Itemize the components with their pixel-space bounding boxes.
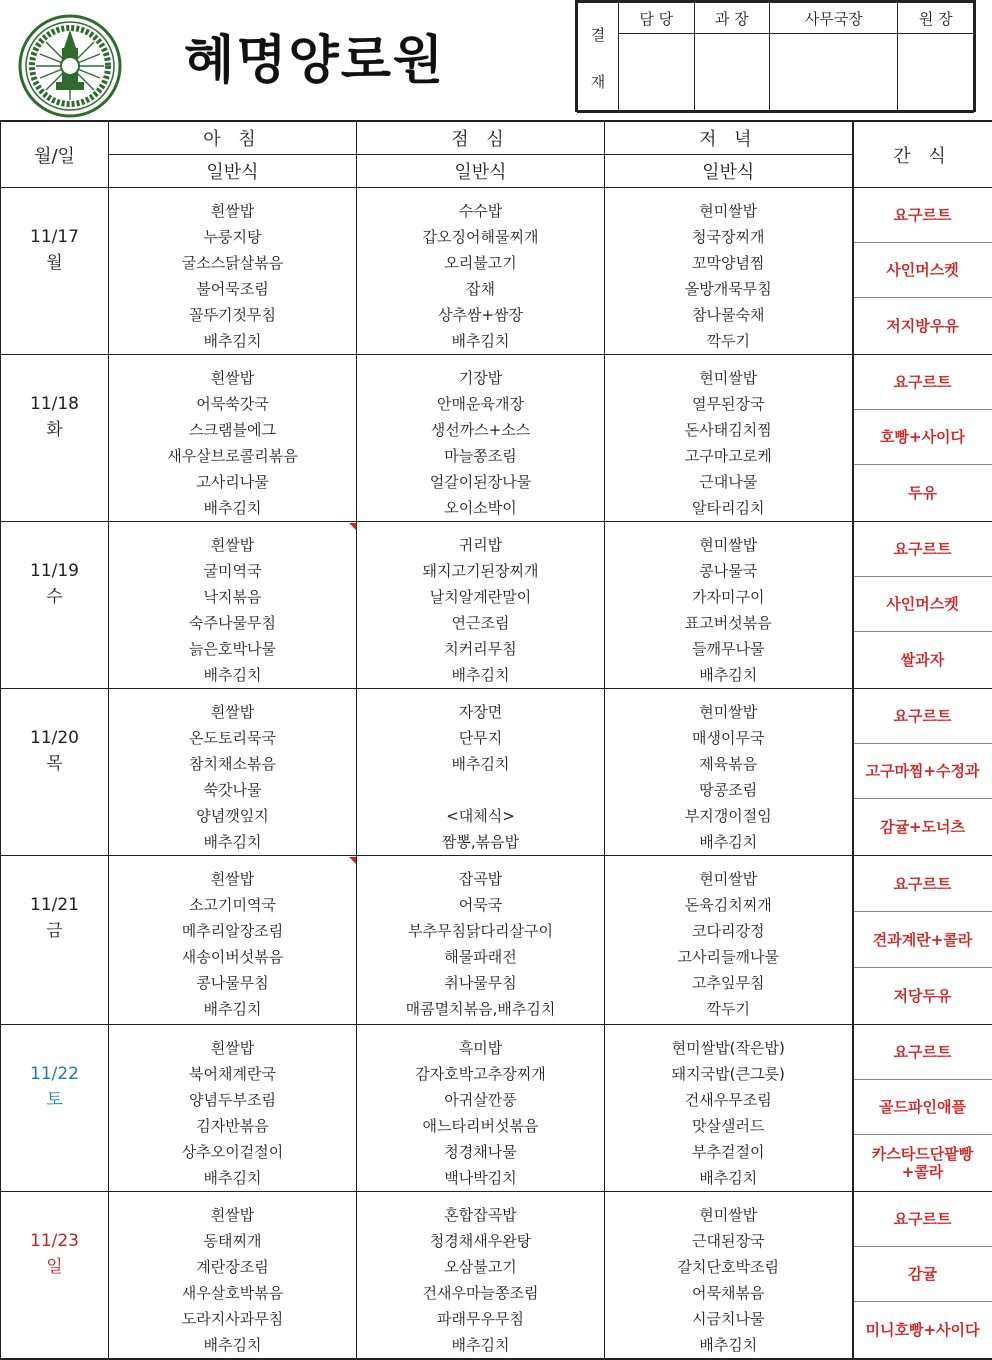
dish-item: 어묵국 [357, 892, 604, 918]
breakfast-list [109, 699, 356, 855]
dish-item: 자장면 [357, 699, 604, 725]
dish-item: 꼬막양념찜 [605, 250, 852, 276]
dish-item: 감자호박고추장찌개 [357, 1061, 604, 1087]
breakfast-cell [109, 522, 357, 689]
dish-item: <대체식> [357, 803, 604, 829]
lunch-cell [357, 856, 605, 1025]
dish-item: 현미쌀밥 [605, 365, 852, 391]
breakfast-cell [109, 1025, 357, 1192]
dish-item: 양념두부조림 [109, 1087, 356, 1113]
dish-item: 돼지국밥(큰그릇) [605, 1061, 852, 1087]
dish-item: 어묵채볶음 [605, 1280, 852, 1306]
snack-list [854, 355, 992, 520]
dish-item: 현미쌀밥 [605, 532, 852, 558]
snack-item: 감귤 [854, 1247, 992, 1302]
lunch-cell [357, 355, 605, 522]
weekday-label: 일 [1, 1254, 108, 1280]
dish-item: 잡채 [357, 276, 604, 302]
dish-item: 늙은호박나물 [109, 636, 356, 662]
dish-item: 양념깻잎지 [109, 803, 356, 829]
day-row [1, 689, 992, 856]
date-cell [1, 1192, 109, 1360]
breakfast-cell [109, 355, 357, 522]
dish-item: 취나물무침 [357, 970, 604, 996]
dish-item: 근대나물 [605, 469, 852, 495]
lunch-cell [357, 1025, 605, 1192]
breakfast-cell [109, 856, 357, 1025]
dish-item: 땅콩조림 [605, 777, 852, 803]
snack-item: 요구르트 [854, 689, 992, 744]
dish-item: 청경채새우완탕 [357, 1228, 604, 1254]
breakfast-cell [109, 188, 357, 355]
weekday-label: 수 [1, 584, 108, 610]
dish-item: 들깨무나물 [605, 636, 852, 662]
dish-item: 매생이무국 [605, 725, 852, 751]
dinner-cell [605, 856, 853, 1025]
approval-role: 담 당 [619, 3, 695, 34]
dish-item: 갈치단호박조림 [605, 1254, 852, 1280]
day-row [1, 1192, 992, 1360]
signature-cell[interactable] [619, 34, 695, 113]
dish-item: 오이소박이 [357, 495, 604, 521]
dish-item: 스크램블에그 [109, 417, 356, 443]
date-cell [1, 1025, 109, 1192]
weekday-label: 화 [1, 417, 108, 443]
dish-item: 배추김치 [605, 1332, 852, 1358]
dish-item: 귀리밥 [357, 532, 604, 558]
comment-marker-icon [349, 857, 356, 864]
dish-item: 불어묵조림 [109, 276, 356, 302]
lunch-list [357, 1035, 604, 1191]
dinner-cell [605, 689, 853, 856]
menu-table [0, 120, 992, 1360]
snack-item: 미니호빵+사이다 [854, 1302, 992, 1357]
dish-item: 흰쌀밥 [109, 699, 356, 725]
dish-item: 현미쌀밥 [605, 866, 852, 892]
dinner-cell [605, 1192, 853, 1360]
day-row [1, 1025, 992, 1192]
dish-item: 배추김치 [109, 1165, 356, 1191]
dish-item: 돈사태김치찜 [605, 417, 852, 443]
weekday-label: 토 [1, 1087, 108, 1113]
dish-item: 부추겉절이 [605, 1139, 852, 1165]
dish-item: 흰쌀밥 [109, 866, 356, 892]
date-label: 11/21 [1, 892, 108, 918]
dish-item: 상추쌈+쌈장 [357, 302, 604, 328]
weekday-label: 금 [1, 918, 108, 944]
weekday-label: 목 [1, 751, 108, 777]
lunch-list [357, 365, 604, 521]
snack-cell [853, 522, 992, 689]
breakfast-list [109, 532, 356, 688]
dish-item: 현미쌀밥 [605, 198, 852, 224]
date-cell [1, 355, 109, 522]
dish-item: 얼갈이된장나물 [357, 469, 604, 495]
dish-item: 김자반볶음 [109, 1113, 356, 1139]
dish-item: 표고버섯볶음 [605, 610, 852, 636]
breakfast-list [109, 1035, 356, 1191]
breakfast-cell [109, 689, 357, 856]
dish-item: 소고기미역국 [109, 892, 356, 918]
comment-marker-icon [349, 523, 356, 530]
snack-cell [853, 188, 992, 355]
date-label: 11/19 [1, 558, 108, 584]
dish-item: 가자미구이 [605, 584, 852, 610]
dish-item: 건새우무조림 [605, 1087, 852, 1113]
dish-item: 참나물숙채 [605, 302, 852, 328]
snack-item: 감귤+도너츠 [854, 799, 992, 854]
dish-item: 해물파래전 [357, 944, 604, 970]
dish-item: 제육볶음 [605, 751, 852, 777]
day-row [1, 188, 992, 355]
snack-item: 두유 [854, 465, 992, 520]
snack-item: 요구르트 [854, 1192, 992, 1247]
dinner-list [605, 699, 852, 855]
page-title: 혜명양로원 [184, 26, 445, 96]
breakfast-list [109, 1202, 356, 1358]
date-column-header: 월/일 [1, 121, 109, 188]
dinner-header: 저 녁 [605, 121, 853, 155]
emblem-logo-icon [18, 14, 122, 118]
lunch-list [357, 866, 604, 1022]
snack-item: 요구르트 [854, 355, 992, 410]
dish-item: 메추리알장조림 [109, 918, 356, 944]
date-label: 11/17 [1, 224, 108, 250]
dish-item: 코다리강정 [605, 918, 852, 944]
dish-item: 고사리나물 [109, 469, 356, 495]
dish-item: 배추김치 [605, 662, 852, 688]
dish-item: 콩나물국 [605, 558, 852, 584]
snack-item: 카스타드단팥빵+콜라 [854, 1135, 992, 1190]
dish-item: 도라지사과무침 [109, 1306, 356, 1332]
dinner-list [605, 532, 852, 688]
dish-item: 파래무우무침 [357, 1306, 604, 1332]
dish-item: 현미쌀밥(작은밥) [605, 1035, 852, 1061]
dish-item: 배추김치 [357, 751, 604, 777]
dish-item: 갑오징어해물찌개 [357, 224, 604, 250]
dish-item: 동태찌개 [109, 1228, 356, 1254]
dish-item: 배추김치 [109, 1332, 356, 1358]
dish-item: 누룽지탕 [109, 224, 356, 250]
snack-item: 사인머스켓 [854, 577, 992, 632]
dish-item: 꼴뚜기젓무침 [109, 302, 356, 328]
dish-item: 참치채소볶음 [109, 751, 356, 777]
lunch-header: 점 심 [357, 121, 605, 155]
dish-item: 쑥갓나물 [109, 777, 356, 803]
dish-item: 부추무침닭다리살구이 [357, 918, 604, 944]
snack-item: 사인머스켓 [854, 243, 992, 298]
dish-item: 연근조림 [357, 610, 604, 636]
snack-item: 견과계란+콜라 [854, 912, 992, 968]
dish-item: 건새우마늘쫑조림 [357, 1280, 604, 1306]
weekday-label: 월 [1, 250, 108, 276]
dish-item: 흰쌀밥 [109, 1035, 356, 1061]
dish-item: 청경채나물 [357, 1139, 604, 1165]
dish-item: 기장밥 [357, 365, 604, 391]
date-cell [1, 522, 109, 689]
dish-item: 단무지 [357, 725, 604, 751]
snack-cell [853, 1192, 992, 1360]
snack-item: 호빵+사이다 [854, 410, 992, 465]
day-row [1, 522, 992, 689]
date-label: 11/22 [1, 1061, 108, 1087]
dish-item: 알타리김치 [605, 495, 852, 521]
dish-item: 배추김치 [357, 662, 604, 688]
snack-header: 간 식 [853, 121, 992, 188]
dish-item: 상추오이겉절이 [109, 1139, 356, 1165]
dish-item [357, 777, 604, 803]
snack-list [854, 522, 992, 687]
snack-list [854, 689, 992, 854]
dish-item: 새우살브로콜리볶음 [109, 443, 356, 469]
dish-item: 북어채계란국 [109, 1061, 356, 1087]
dish-item: 배추김치 [357, 328, 604, 354]
dish-item: 깍두기 [605, 328, 852, 354]
dish-item: 근대된장국 [605, 1228, 852, 1254]
dish-item: 배추김치 [109, 328, 356, 354]
breakfast-header: 아 침 [109, 121, 357, 155]
snack-item: 요구르트 [854, 522, 992, 577]
snack-item: 골드파인애플 [854, 1080, 992, 1135]
approval-role: 원 장 [898, 3, 974, 34]
date-cell [1, 689, 109, 856]
dinner-cell [605, 1025, 853, 1192]
dinner-cell [605, 355, 853, 522]
dish-item: 어묵쑥갓국 [109, 391, 356, 417]
lunch-list [357, 532, 604, 688]
lunch-list [357, 1202, 604, 1358]
dish-item: 안매운육개장 [357, 391, 604, 417]
dish-item: 흰쌀밥 [109, 532, 356, 558]
dish-item: 마늘쫑조림 [357, 443, 604, 469]
dish-item: 백나박김치 [357, 1165, 604, 1191]
dish-item: 날치알계란말이 [357, 584, 604, 610]
dish-item: 돼지고기된장찌개 [357, 558, 604, 584]
dish-item: 배추김치 [109, 495, 356, 521]
dinner-list [605, 365, 852, 521]
date-cell [1, 188, 109, 355]
dish-item: 배추김치 [109, 662, 356, 688]
dish-item: 계란장조림 [109, 1254, 356, 1280]
dinner-cell [605, 522, 853, 689]
dish-item: 혼합잡곡밥 [357, 1202, 604, 1228]
date-label: 11/20 [1, 725, 108, 751]
signature-cell[interactable] [770, 34, 898, 113]
dish-item: 수수밥 [357, 198, 604, 224]
dish-item: 낙지볶음 [109, 584, 356, 610]
snack-cell [853, 689, 992, 856]
dish-item: 짬뽕,볶음밥 [357, 829, 604, 855]
snack-cell [853, 856, 992, 1025]
dish-item: 숙주나물무침 [109, 610, 356, 636]
dish-item: 콩나물무침 [109, 970, 356, 996]
dish-item: 현미쌀밥 [605, 699, 852, 725]
dish-item: 온도토리묵국 [109, 725, 356, 751]
menu-body [1, 188, 992, 1360]
snack-item: 요구르트 [854, 188, 992, 243]
dish-item: 오리불고기 [357, 250, 604, 276]
lunch-cell [357, 1192, 605, 1360]
dish-item: 새우살호박볶음 [109, 1280, 356, 1306]
meal-type-label: 일반식 [109, 155, 357, 188]
approval-label: 결 재 [578, 3, 619, 113]
dinner-list [605, 1202, 852, 1358]
dish-item: 흰쌀밥 [109, 198, 356, 224]
lunch-list [357, 699, 604, 855]
dish-item: 맛살샐러드 [605, 1113, 852, 1139]
dinner-cell [605, 188, 853, 355]
breakfast-list [109, 198, 356, 354]
dish-item: 흑미밥 [357, 1035, 604, 1061]
signature-cell[interactable] [694, 34, 770, 113]
breakfast-cell [109, 1192, 357, 1360]
dish-item: 치커리무침 [357, 636, 604, 662]
dish-item: 배추김치 [109, 829, 356, 855]
meal-type-label: 일반식 [605, 155, 853, 188]
lunch-cell [357, 522, 605, 689]
snack-item: 요구르트 [854, 1025, 992, 1080]
lunch-cell [357, 689, 605, 856]
dinner-list [605, 1035, 852, 1191]
breakfast-list [109, 365, 356, 521]
snack-list [854, 1192, 992, 1357]
date-label: 11/23 [1, 1228, 108, 1254]
dish-item: 흰쌀밥 [109, 365, 356, 391]
dish-item: 아귀살깐풍 [357, 1087, 604, 1113]
approval-role: 과 장 [694, 3, 770, 34]
approval-role: 사무국장 [770, 3, 898, 34]
dish-item: 깍두기 [605, 996, 852, 1022]
day-row [1, 856, 992, 1025]
dish-item: 고사리들깨나물 [605, 944, 852, 970]
snack-cell [853, 355, 992, 522]
lunch-cell [357, 188, 605, 355]
lunch-list [357, 198, 604, 354]
dish-item: 배추김치 [605, 829, 852, 855]
breakfast-list [109, 866, 356, 1022]
snack-list [854, 188, 992, 353]
dish-item: 열무된장국 [605, 391, 852, 417]
snack-cell [853, 1025, 992, 1192]
dish-item: 배추김치 [109, 996, 356, 1022]
dish-item: 굴소스닭살볶음 [109, 250, 356, 276]
snack-list [854, 1025, 992, 1190]
dish-item: 오삼불고기 [357, 1254, 604, 1280]
dish-item: 생선까스+소스 [357, 417, 604, 443]
dish-item: 배추김치 [605, 1165, 852, 1191]
meal-type-label: 일반식 [357, 155, 605, 188]
dish-item: 고구마고로케 [605, 443, 852, 469]
dish-item: 돈육김치찌개 [605, 892, 852, 918]
approval-box [575, 0, 976, 112]
signature-cell[interactable] [898, 34, 974, 113]
snack-item: 쌀과자 [854, 632, 992, 687]
dish-item: 배추김치 [357, 1332, 604, 1358]
page-header [0, 0, 992, 120]
day-row [1, 355, 992, 522]
dish-item: 굴미역국 [109, 558, 356, 584]
dish-item: 부지갱이절임 [605, 803, 852, 829]
snack-item: 요구르트 [854, 856, 992, 912]
dish-item: 새송이버섯볶음 [109, 944, 356, 970]
snack-item: 저당두유 [854, 968, 992, 1024]
snack-list [854, 856, 992, 1024]
snack-item: 저지방우유 [854, 298, 992, 353]
dish-item: 잡곡밥 [357, 866, 604, 892]
dish-item: 매콤멸치볶음,배추김치 [357, 996, 604, 1022]
date-cell [1, 856, 109, 1025]
dish-item: 애느타리버섯볶음 [357, 1113, 604, 1139]
dish-item: 고추잎무침 [605, 970, 852, 996]
dinner-list [605, 198, 852, 354]
dish-item: 올방개묵무침 [605, 276, 852, 302]
dish-item: 시금치나물 [605, 1306, 852, 1332]
dish-item: 현미쌀밥 [605, 1202, 852, 1228]
dinner-list [605, 866, 852, 1022]
dish-item: 청국장찌개 [605, 224, 852, 250]
snack-item: 고구마찜+수정과 [854, 744, 992, 799]
dish-item: 흰쌀밥 [109, 1202, 356, 1228]
date-label: 11/18 [1, 391, 108, 417]
